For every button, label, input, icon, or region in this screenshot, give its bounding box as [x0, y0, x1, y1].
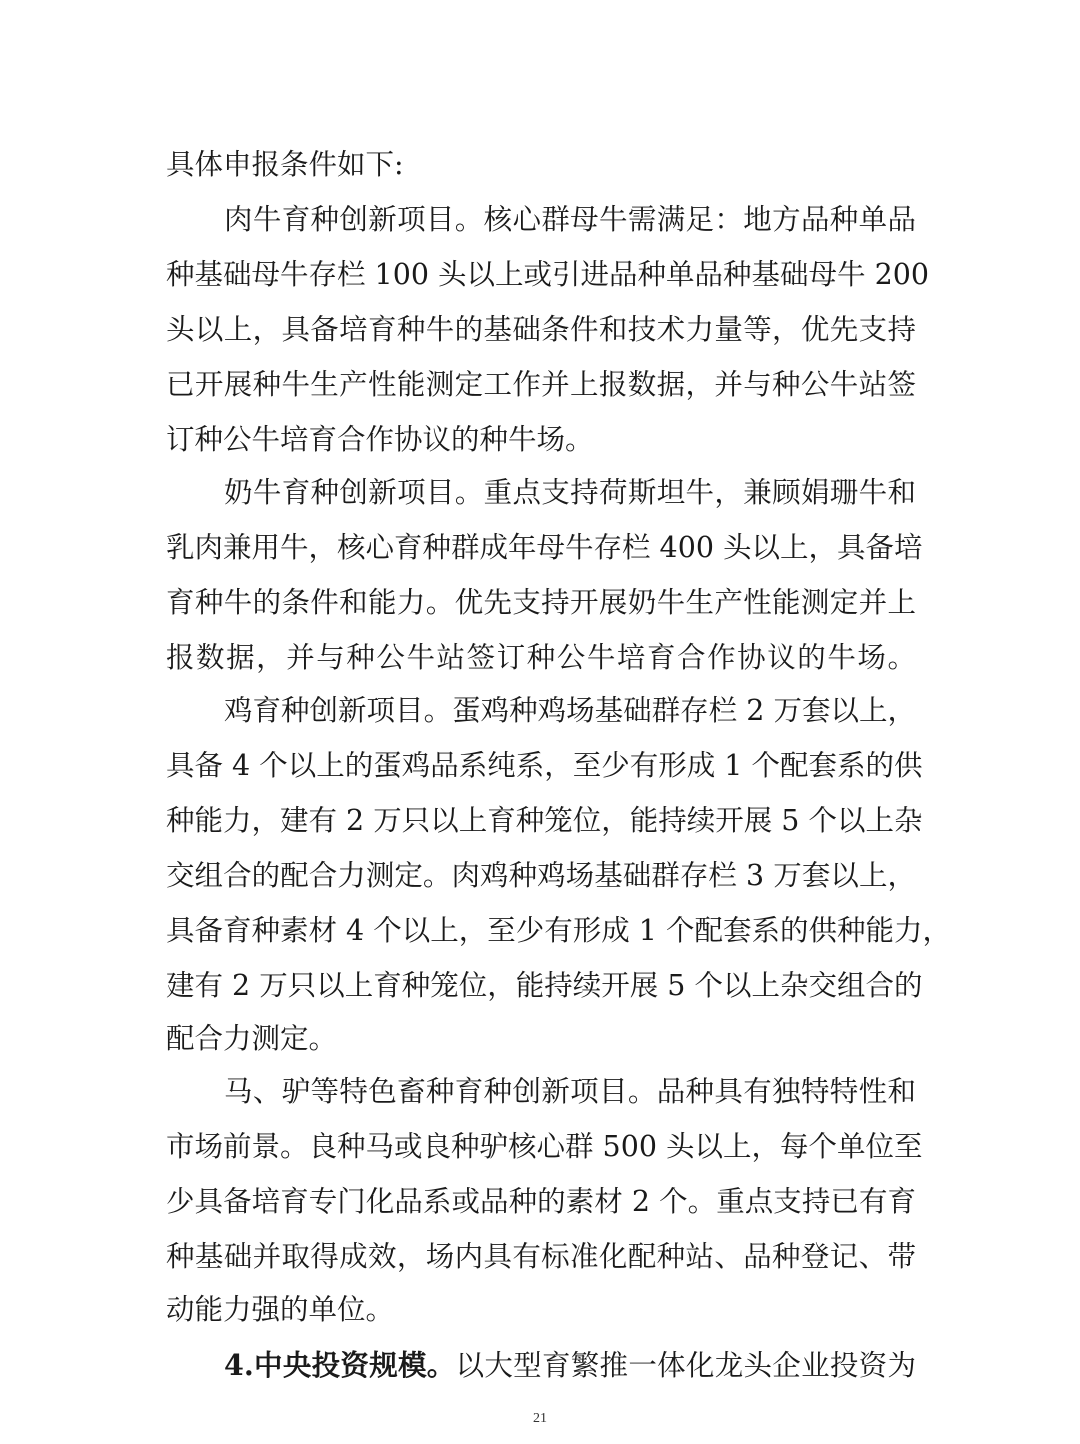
investment-line: [224, 1345, 916, 1385]
paragraph-line: 头以上，具备培育种牛的基础条件和技术力量等，优先支持: [166, 313, 916, 346]
paragraph-line: 建有 2 万只以上育种笼位，能持续开展 5 个以上杂交组合的: [166, 969, 923, 1002]
paragraph-line: 马、驴等特色畜种育种创新项目。品种具有独特特性和: [224, 1075, 916, 1108]
paragraph-line: 奶牛育种创新项目。重点支持荷斯坦牛，兼顾娟珊牛和: [224, 476, 916, 509]
investment-heading: 4.中央投资规模。: [224, 1348, 456, 1382]
paragraph-line: 育种牛的条件和能力。优先支持开展奶牛生产性能测定并上: [166, 586, 916, 619]
paragraph-line: 种能力，建有 2 万只以上育种笼位，能持续开展 5 个以上杂: [166, 804, 923, 837]
paragraph-line: 种基础母牛存栏 100 头以上或引进品种单品种基础母牛 200: [166, 258, 929, 291]
paragraph-line: 市场前景。良种马或良种驴核心群 500 头以上，每个单位至: [166, 1130, 923, 1163]
paragraph-line: 乳肉兼用牛，核心育种群成年母牛存栏 400 头以上，具备培: [166, 531, 923, 564]
paragraph-line: 具备 4 个以上的蛋鸡品系纯系，至少有形成 1 个配套系的供: [166, 749, 923, 782]
paragraph-line: 动能力强的单位。: [166, 1293, 395, 1326]
paragraph-line: 肉牛育种创新项目。核心群母牛需满足：地方品种单品: [224, 203, 916, 236]
paragraph-line: 报数据，并与种公牛站签订种公牛培育合作协议的牛场。: [166, 641, 916, 674]
page-number: 21: [533, 1411, 547, 1426]
paragraph-line: 具备育种素材 4 个以上，至少有形成 1 个配套系的供种能力，: [166, 914, 952, 947]
investment-text: 以大型育繁推一体化龙头企业投资为: [455, 1349, 916, 1382]
paragraph-line: 订种公牛培育合作协议的种牛场。: [166, 423, 594, 456]
paragraph-line: 配合力测定。: [166, 1022, 338, 1055]
paragraph-line: 种基础并取得成效，场内具有标准化配种站、品种登记、带: [166, 1240, 916, 1273]
paragraph-line: 已开展种牛生产性能测定工作并上报数据，并与种公牛站签: [166, 368, 916, 401]
intro-line: 具体申报条件如下:: [166, 148, 404, 181]
paragraph-line: 鸡育种创新项目。蛋鸡种鸡场基础群存栏 2 万套以上，: [224, 694, 916, 727]
paragraph-line: 少具备培育专门化品系或品种的素材 2 个。重点支持已有育: [166, 1185, 916, 1218]
paragraph-line: 交组合的配合力测定。肉鸡种鸡场基础群存栏 3 万套以上，: [166, 859, 916, 892]
